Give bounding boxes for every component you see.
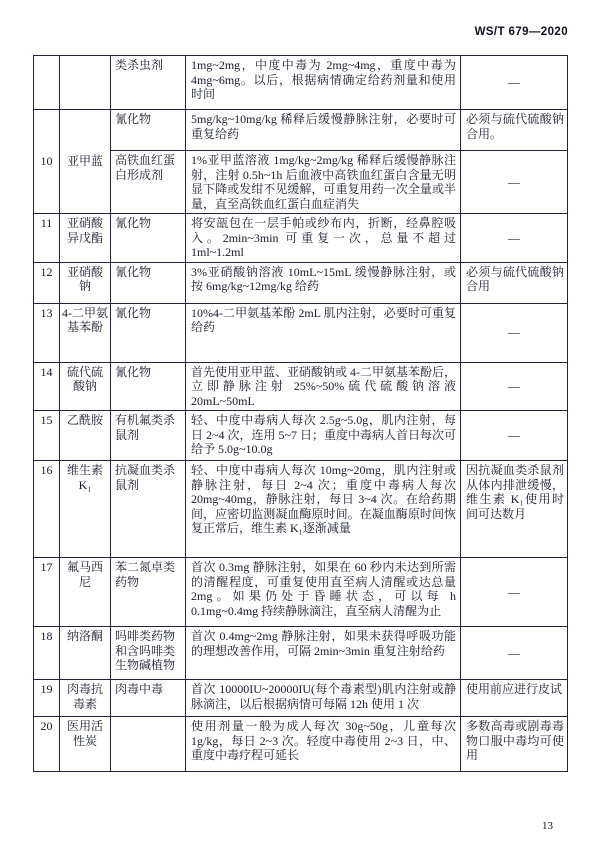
table-row — [34, 214, 568, 263]
cell-dosage: 使用剂量一般为成人每次 30g~50g，儿童每次 1g/kg，每日 2~3 次。轻度中毒使用 2~3 日，中、重度中毒疗程可延长 — [186, 717, 461, 772]
cell-poison-type: 氰化物 — [111, 110, 186, 151]
table-row — [34, 110, 568, 151]
cell-note: — — [461, 627, 568, 680]
table-row — [34, 151, 568, 214]
cell-poison-type — [111, 717, 186, 772]
cell-dosage: 轻、中度中毒病人每次 10mg~20mg，肌内注射或静脉注射，每日 2~4 次；重度中毒病人每次 20mg~40mg，静脉注射，每日 3~4 次。在给药期间，应密切监测凝血酶原时间。在凝血酶原时间恢复正常后，维生素 K₁逐渐减量 — [186, 461, 461, 558]
cell-no: 10 — [34, 110, 60, 214]
cell-dosage: 首先使用亚甲蓝、亚硝酸钠或 4-二甲氨基苯酚后，立即静脉注射 25%~50%硫代硫酸钠溶液 20mL~50mL — [186, 362, 461, 411]
cell-poison-type: 氰化物 — [111, 262, 186, 303]
cell-dosage: 将安瓿包在一层手帕或纱布内，折断，经鼻腔吸入。2min~3min 可重复一次，总量不超过 1ml~1.2ml — [186, 214, 461, 263]
cell-poison-type: 吗啡类药物和含吗啡类生物碱植物 — [111, 627, 186, 680]
cell-drug-name: 维生素K₁ — [60, 461, 111, 558]
cell-poison-type: 氰化物 — [111, 303, 186, 362]
cell-drug-name: 4-二甲氨基苯酚 — [60, 303, 111, 362]
cell-note: — — [461, 303, 568, 362]
table-row — [34, 558, 568, 627]
table-row — [34, 56, 568, 110]
cell-drug-name: 氟马西尼 — [60, 558, 111, 627]
cell-no: 14 — [34, 362, 60, 411]
cell-dosage: 1mg~2mg，中度中毒为 2mg~4mg，重度中毒为 4mg~6mg。以后，根据病情确定给药剂量和使用时间 — [186, 56, 461, 110]
table-row — [34, 627, 568, 680]
table-row — [34, 717, 568, 772]
cell-note: — — [461, 411, 568, 461]
cell-no: 18 — [34, 627, 60, 680]
table-row — [34, 461, 568, 558]
cell-note: 使用前应进行皮试 — [461, 680, 568, 717]
cell-note: — — [461, 558, 568, 627]
cell-note: — — [461, 56, 568, 110]
cell-poison-type: 抗凝血类杀鼠剂 — [111, 461, 186, 558]
cell-no: 15 — [34, 411, 60, 461]
cell-dosage: 首次 0.4mg~2mg 静脉注射，如果未获得呼吸功能的理想改善作用，可隔 2min~3min 重复注射给药 — [186, 627, 461, 680]
cell-poison-type: 苯二氮卓类药物 — [111, 558, 186, 627]
cell-poison-type: 肉毒中毒 — [111, 680, 186, 717]
cell-dosage: 首次 0.3mg 静脉注射，如果在 60 秒内未达到所需的清醒程度，可重复使用直至病人清醒或达总量 2mg。如果仍处于昏睡状态，可以每 h 0.1mg~0.4mg 持续静脉滴注，直至病人清醒为止 — [186, 558, 461, 627]
cell-note: 必须与硫代硫酸钠合用 — [461, 262, 568, 303]
cell-drug-name: 亚硝酸异戊酯 — [60, 214, 111, 263]
table-row — [34, 362, 568, 411]
cell-poison-type: 高铁血红蛋白形成剂 — [111, 151, 186, 214]
cell-note: — — [461, 214, 568, 263]
cell-dosage: 10%4-二甲氨基苯酚 2mL 肌内注射，必要时可重复给药 — [186, 303, 461, 362]
page-number: 13 — [542, 820, 553, 832]
cell-poison-type: 类杀虫剂 — [111, 56, 186, 110]
cell-no: 16 — [34, 461, 60, 558]
cell-dosage: 5mg/kg~10mg/kg 稀释后缓慢静脉注射，必要时可重复给药 — [186, 110, 461, 151]
cell-dosage: 3%亚硝酸钠溶液 10mL~15mL 缓慢静脉注射，或按 6mg/kg~12mg/kg 给药 — [186, 262, 461, 303]
table-row — [34, 680, 568, 717]
cell-poison-type: 氰化物 — [111, 214, 186, 263]
cell-note: 多数高毒或剧毒毒物口服中毒均可使用 — [461, 717, 568, 772]
cell-no: 11 — [34, 214, 60, 263]
cell-poison-type: 有机氟类杀鼠剂 — [111, 411, 186, 461]
cell-drug-name: 纳洛酮 — [60, 627, 111, 680]
cell-drug-name: 医用活性炭 — [60, 717, 111, 772]
table-row — [34, 411, 568, 461]
cell-drug-name: 亚甲蓝 — [60, 110, 111, 214]
cell-no: 20 — [34, 717, 60, 772]
cell-note: 必须与硫代硫酸钠合用。 — [461, 110, 568, 151]
cell-drug-name: 硫代硫酸钠 — [60, 362, 111, 411]
cell-no: 13 — [34, 303, 60, 362]
cell-dosage: 首次 10000IU~20000IU(每个毒素型)肌内注射或静脉滴注，以后根据病情可每隔 12h 使用 1 次 — [186, 680, 461, 717]
cell-drug-name: 肉毒抗毒素 — [60, 680, 111, 717]
cell-drug-name: 乙酰胺 — [60, 411, 111, 461]
cell-no: 17 — [34, 558, 60, 627]
cell-note: 因抗凝血类杀鼠剂从体内排泄缓慢，维生素 K₁使用时间可达数月 — [461, 461, 568, 558]
cell-drug-name — [60, 56, 111, 110]
cell-dosage: 1%亚甲蓝溶液 1mg/kg~2mg/kg 稀释后缓慢静脉注射，注射 0.5h~1h 后血液中高铁血红蛋白含量无明显下降或发绀不见缓解，可重复用药一次全量或半量，直至高铁血红蛋白血症消失 — [186, 151, 461, 214]
standard-code: WS/T 679—2020 — [474, 26, 568, 38]
antidote-table — [33, 55, 568, 772]
cell-poison-type: 氰化物 — [111, 362, 186, 411]
cell-no — [34, 56, 60, 110]
cell-no: 19 — [34, 680, 60, 717]
table-row — [34, 262, 568, 303]
cell-note: — — [461, 151, 568, 214]
table-row — [34, 303, 568, 362]
cell-note: — — [461, 362, 568, 411]
cell-drug-name: 亚硝酸钠 — [60, 262, 111, 303]
cell-no: 12 — [34, 262, 60, 303]
cell-dosage: 轻、中度中毒病人每次 2.5g~5.0g，肌内注射，每日 2~4 次，连用 5~7 日；重度中毒病人首日每次可给予 5.0g~10.0g — [186, 411, 461, 461]
